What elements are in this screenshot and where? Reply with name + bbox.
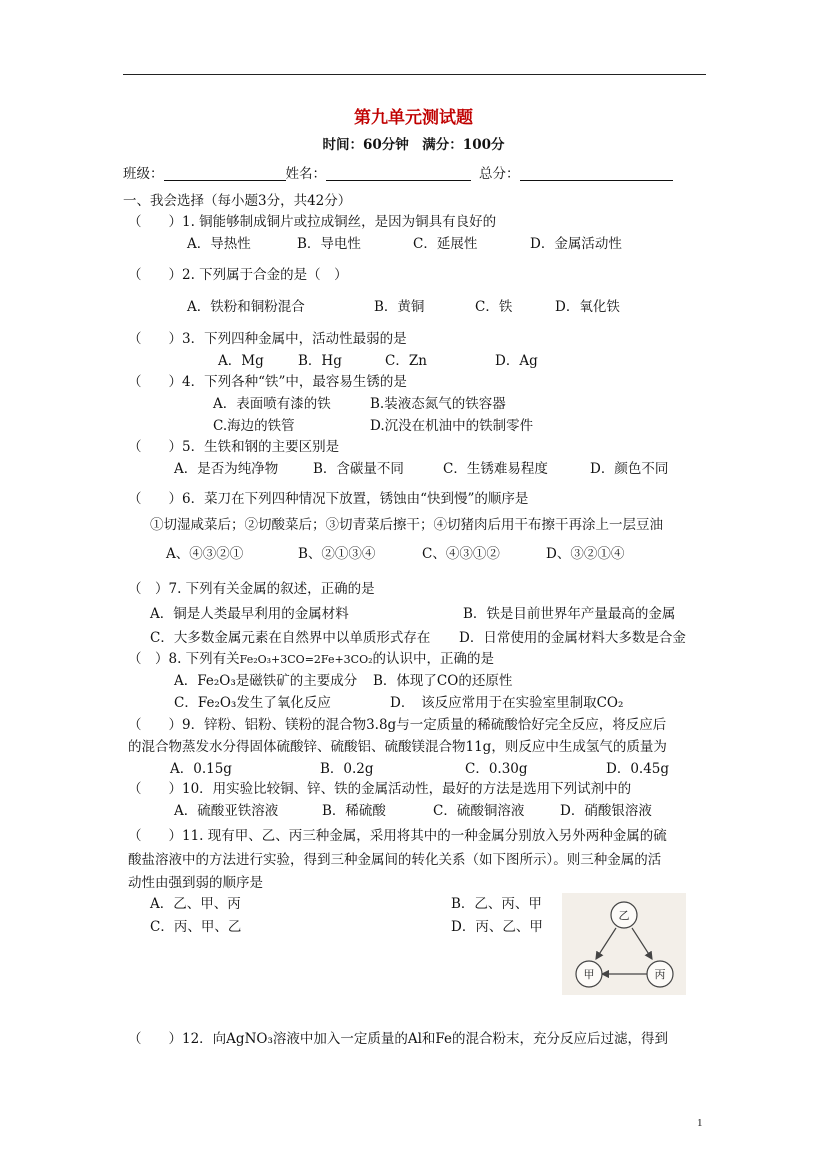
q7-option-d[interactable]: D．日常使用的金属材料大多数是合金 [459,630,686,646]
student-info-row [123,165,673,183]
q5-option-b[interactable]: B．含碳量不同 [313,461,404,477]
class-label: 班级： [123,166,164,182]
q7-stem: （ ）7. 下列有关金属的叙述，正确的是 [128,581,375,597]
q10-option-b[interactable]: B．稀硫酸 [322,803,386,819]
q11-stem-line3: 动性由强到弱的顺序是 [128,875,263,891]
section-heading: 一、我会选择（每小题3分，共42分） [123,193,352,209]
q3-option-d[interactable]: D．Ag [495,353,538,369]
q9-option-d[interactable]: D．0.45g [606,761,670,777]
q7-option-c[interactable]: C．大多数金属元素在自然界中以单质形式存在 [150,630,431,646]
q9-option-a[interactable]: A．0.15g [170,761,232,777]
q9-stem-line2: 的混合物蒸发水分得固体硫酸锌、硫酸铝、硫酸镁混合物11g，则反应中生成氢气的质量为 [128,739,667,755]
q1-option-b[interactable]: B．导电性 [297,236,361,252]
q6-option-b[interactable]: B、②①③④ [298,546,376,562]
name-blank[interactable] [326,166,471,181]
q5-option-d[interactable]: D．颜色不同 [590,461,669,477]
q3-option-b[interactable]: B．Hg [298,353,342,369]
q8-option-b[interactable]: B．体现了CO的还原性 [373,673,513,689]
q10-option-c[interactable]: C．硫酸铜溶液 [433,803,525,819]
q9-option-c[interactable]: C．0.30g [465,761,528,777]
q10-option-a[interactable]: A．硫酸亚铁溶液 [174,803,279,819]
q3-stem: （ ）3．下列四种金属中，活动性最弱的是 [128,331,407,347]
q8-stem-suffix: 的认识中，正确的是 [372,651,495,667]
q7-option-b[interactable]: B．铁是目前世界年产量最高的金属 [463,606,676,622]
q8-option-d[interactable]: D． 该反应常用于在实验室里制取CO₂ [390,695,624,711]
page-number: 1 [697,1117,703,1129]
q6-option-a[interactable]: A、④③②① [166,546,244,562]
q3-option-c[interactable]: C．Zn [385,353,427,369]
q11-option-b[interactable]: B．乙、丙、甲 [451,896,542,912]
node-yi-label: 乙 [618,909,630,922]
q11-stem-line2: 酸盐溶液中的方法进行实验，得到三种金属间的转化关系（如下图所示）。则三种金属的活 [128,852,662,868]
q2-option-b[interactable]: B．黄铜 [374,299,425,315]
total-label: 总分： [479,166,520,182]
q6-conditions: ①切湿咸菜后；②切酸菜后；③切青菜后擦干；④切猪肉后用干布擦干再涂上一层豆油 [150,517,663,533]
q8-option-c[interactable]: C．Fe₂O₃发生了氧化反应 [174,695,331,711]
exam-subtitle: 时间：60分钟 满分：100分 [322,137,505,153]
q12-stem: （ ）12．向AgNO₃溶液中加入一定质量的Al和Fe的混合粉末，充分反应后过滤，得到 [128,1031,669,1047]
q8-option-a[interactable]: A．Fe₂O₃是磁铁矿的主要成分 [174,673,358,689]
total-blank[interactable] [520,166,673,181]
q10-option-d[interactable]: D．硝酸银溶液 [560,803,652,819]
name-label: 姓名： [285,166,326,182]
q8-equation: Fe₂O₃+3CO=2Fe+3CO₂ [239,653,373,666]
header-rule [123,74,706,75]
q5-option-a[interactable]: A．是否为纯净物 [174,461,279,477]
q2-stem: （ ）2. 下列属于合金的是（ ） [128,267,348,283]
q6-option-c[interactable]: C、④③①② [422,546,500,562]
q9-option-b[interactable]: B．0.2g [320,761,374,777]
q5-option-c[interactable]: C．生锈难易程度 [443,461,548,477]
q2-option-a[interactable]: A．铁粉和铜粉混合 [187,299,305,315]
exam-title: 第九单元测试题 [354,108,473,128]
q3-option-a[interactable]: A．Mg [218,353,264,369]
metal-conversion-diagram [562,893,686,995]
q6-stem: （ ）6．菜刀在下列四种情况下放置，锈蚀由“快到慢”的顺序是 [128,491,529,507]
class-blank[interactable] [164,166,286,181]
q6-option-d[interactable]: D、③②①④ [546,546,625,562]
q11-stem-line1: （ ）11. 现有甲、乙、丙三种金属，采用将其中的一种金属分别放入另外两种金属的硫 [128,828,667,844]
q5-stem: （ ）5．生铁和钢的主要区别是 [128,439,340,455]
q4-stem: （ ）4．下列各种“铁”中，最容易生锈的是 [128,374,407,390]
node-jia-label: 甲 [583,968,595,981]
q10-stem: （ ）10．用实验比较铜、锌、铁的金属活动性，最好的方法是选用下列试剂中的 [128,781,632,797]
q11-option-a[interactable]: A．乙、甲、丙 [150,896,241,912]
q8-stem [128,650,494,669]
q2-option-d[interactable]: D．氧化铁 [555,299,620,315]
q1-option-d[interactable]: D．金属活动性 [530,236,622,252]
q2-option-c[interactable]: C．铁 [475,299,513,315]
q1-stem: （ ）1. 铜能够制成铜片或拉成铜丝，是因为铜具有良好的 [128,214,497,230]
q8-stem-prefix: （ ）8. 下列有关 [128,651,240,667]
q9-stem-line1: （ ）9．锌粉、铝粉、镁粉的混合物3.8g与一定质量的稀硫酸恰好完全反应，将反应后 [128,717,667,733]
q11-option-c[interactable]: C．丙、甲、乙 [150,919,242,935]
q1-option-a[interactable]: A．导热性 [187,236,251,252]
q4-option-c[interactable]: C.海边的铁管 [213,418,295,434]
q4-option-a[interactable]: A．表面喷有漆的铁 [213,396,331,412]
node-bing-label: 丙 [654,968,666,981]
q7-option-a[interactable]: A．铜是人类最早利用的金属材料 [150,606,349,622]
q4-option-b[interactable]: B.装液态氮气的铁容器 [370,396,506,412]
q1-option-c[interactable]: C．延展性 [413,236,478,252]
q11-option-d[interactable]: D．丙、乙、甲 [451,919,543,935]
q4-option-d[interactable]: D.沉没在机油中的铁制零件 [370,418,534,434]
